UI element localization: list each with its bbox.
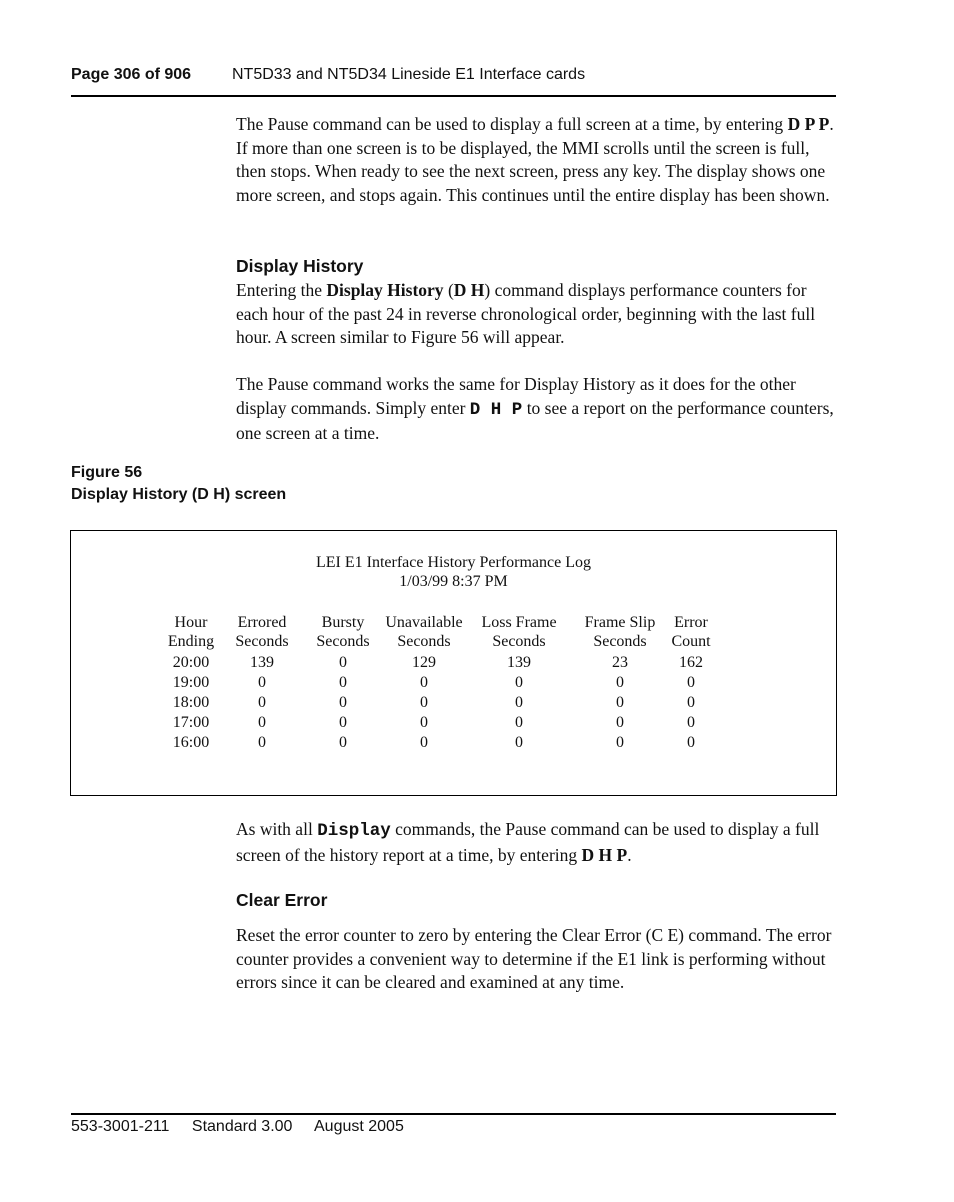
table-cell: 0 (339, 654, 347, 671)
row-hour-cell: 20:00 (172, 654, 210, 671)
column-header: Count (671, 633, 711, 650)
column-header: Seconds (316, 633, 370, 650)
table-cell: 0 (515, 694, 523, 711)
table-cell: 0 (616, 714, 624, 731)
page-header (71, 66, 586, 84)
table-cell: 0 (515, 674, 523, 691)
table-cell: 129 (412, 654, 436, 671)
column-header: Error (674, 614, 708, 631)
table-cell: 0 (687, 694, 695, 711)
column-header: Ending (167, 633, 215, 650)
table-cell: 0 (258, 694, 266, 711)
display-history-paragraph-1: Entering the Display History (D H) command displays performance counters for each hour of the past 24 in reverse chronological order, beginning with the last full hour. A screen similar to Figure 56 will appear. (236, 280, 816, 347)
footer-date: August 2005 (314, 1118, 404, 1135)
column-header: Frame Slip (584, 614, 656, 631)
table-cell: 0 (339, 714, 347, 731)
clear-error-paragraph: Reset the error counter to zero by entering the Clear Error (C E) command. The error counter provides a convenient way to determine if the E1 link is performing without errors since it can be cleared and examined at any time. (236, 925, 832, 992)
column-header: Hour (174, 614, 208, 631)
display-history-paragraph-2: The Pause command works the same for Display History as it does for the other display commands. Simply enter D H P to see a report on the performance counters, one screen at a time. (236, 374, 834, 443)
table-cell: 0 (339, 674, 347, 691)
table-cell: 0 (616, 694, 624, 711)
screen-title: LEI E1 Interface History Performance Log (316, 554, 591, 571)
command-display: Display (317, 821, 391, 841)
pause-paragraph: The Pause command can be used to display a full screen at a time, by entering D P P. If more than one screen is to be displayed, the MMI scrolls until the screen is full, then stops. When ready to see the next screen, press any key. The display shows one more screen, and stops again. This continues until the entire display has been shown. (236, 114, 834, 205)
row-hour-cell: 19:00 (172, 674, 210, 691)
table-cell: 0 (258, 714, 266, 731)
table-cell: 0 (687, 674, 695, 691)
table-cell: 0 (515, 714, 523, 731)
row-hour-cell: 18:00 (172, 694, 210, 711)
document-title: NT5D33 and NT5D34 Lineside E1 Interface cards (232, 66, 586, 83)
page-footer (71, 1118, 422, 1136)
figure-label: Figure 56 (71, 464, 143, 481)
table-cell: 0 (339, 694, 347, 711)
table-cell: 162 (679, 654, 703, 671)
screen-datetime: 1/03/99 8:37 PM (399, 573, 508, 590)
row-hour-cell: 16:00 (172, 734, 210, 751)
command-dh: D H (453, 280, 485, 300)
footer-doc-number: 553-3001-211 (71, 1118, 170, 1135)
footer-standard: Standard 3.00 (191, 1118, 293, 1135)
table-cell: 0 (420, 674, 428, 691)
header-rule (71, 95, 836, 97)
table-cell: 0 (420, 734, 428, 751)
table-cell: 0 (687, 714, 695, 731)
table-cell: 0 (258, 734, 266, 751)
figure-screen (70, 530, 837, 796)
page-number: Page 306 of 906 (71, 66, 192, 83)
table-cell: 0 (616, 734, 624, 751)
table-cell: 0 (515, 734, 523, 751)
column-header: Seconds (593, 633, 647, 650)
column-header: Unavailable (385, 614, 463, 631)
command-dpp: D P P (787, 114, 830, 134)
section-heading-display-history: Display History (236, 256, 364, 276)
table-cell: 139 (250, 654, 274, 671)
column-header: Seconds (235, 633, 289, 650)
table-cell: 23 (612, 654, 628, 671)
table-cell: 0 (420, 714, 428, 731)
column-header: Bursty (321, 614, 365, 631)
column-header: Errored (237, 614, 287, 631)
column-header: Loss Frame (481, 614, 557, 631)
column-header: Seconds (492, 633, 546, 650)
footer-rule (71, 1113, 836, 1115)
command-dhp: D H P (469, 399, 523, 420)
row-hour-cell: 17:00 (172, 714, 210, 731)
figure-caption: Display History (D H) screen (71, 486, 287, 503)
table-cell: 139 (507, 654, 531, 671)
display-pause-paragraph: As with all Display commands, the Pause command can be used to display a full screen of the history report at a time, by entering D H P. (236, 819, 820, 865)
command-dhp-bold: D H P (581, 844, 628, 865)
section-heading-clear-error: Clear Error (236, 890, 328, 910)
table-cell: 0 (420, 694, 428, 711)
column-header: Seconds (397, 633, 451, 650)
table-cell: 0 (687, 734, 695, 751)
table-cell: 0 (616, 674, 624, 691)
table-cell: 0 (258, 674, 266, 691)
table-cell: 0 (339, 734, 347, 751)
